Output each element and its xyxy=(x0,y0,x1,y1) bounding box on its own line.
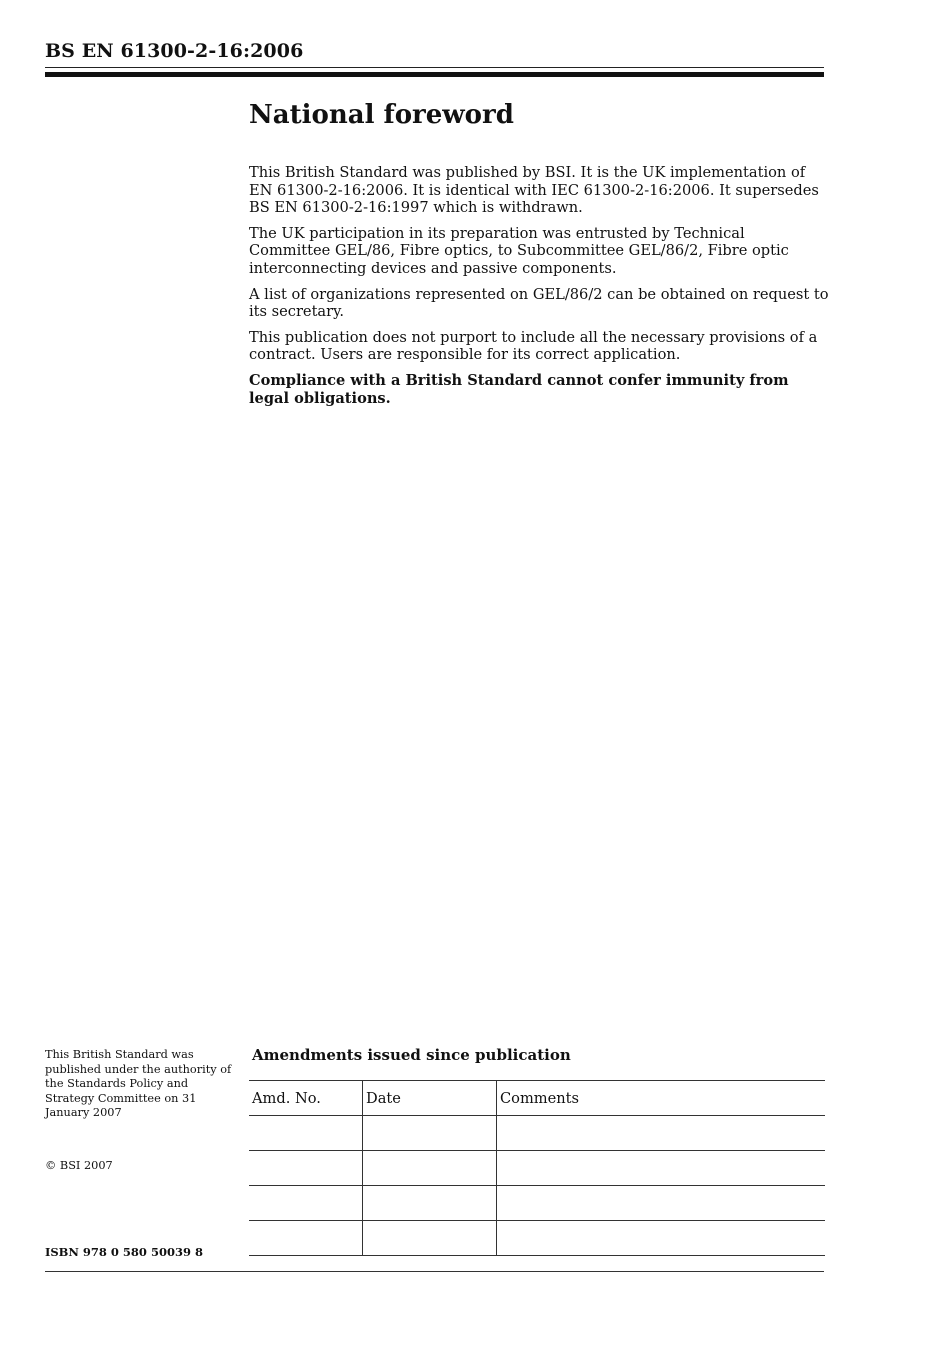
table-row xyxy=(249,1116,825,1151)
header-thin-rule xyxy=(45,67,824,68)
copyright-notice: © BSI 2007 xyxy=(45,1159,113,1172)
amendments-table xyxy=(249,1080,825,1256)
page-title: National foreword xyxy=(249,100,514,130)
table-cell xyxy=(249,1116,363,1151)
table-cell xyxy=(497,1151,826,1186)
table-cell xyxy=(249,1186,363,1221)
table-cell xyxy=(497,1186,826,1221)
table-cell xyxy=(363,1221,497,1256)
amendments-title: Amendments issued since publication xyxy=(252,1046,571,1064)
compliance-statement: Compliance with a British Standard cannot confer immunity from legal obligations. xyxy=(249,371,789,407)
column-header-date: Date xyxy=(363,1081,497,1116)
table-cell xyxy=(497,1221,826,1256)
table-row xyxy=(249,1221,825,1256)
document-id: BS EN 61300-2-16:2006 xyxy=(45,40,304,62)
table-cell xyxy=(363,1151,497,1186)
foreword-paragraph: The UK participation in its preparation was entrusted by Technical Committee GEL/86, Fibre optics, to Subcommittee GEL/86/2, Fibre optic interconnecting devices and passive components. xyxy=(249,224,789,277)
table-row xyxy=(249,1151,825,1186)
table-cell xyxy=(249,1151,363,1186)
foreword-paragraph: A list of organizations represented on GEL/86/2 can be obtained on request to its secretary. xyxy=(249,285,829,321)
table-cell xyxy=(363,1116,497,1151)
column-header-comments: Comments xyxy=(497,1081,826,1116)
isbn: ISBN 978 0 580 50039 8 xyxy=(45,1245,203,1259)
table-cell xyxy=(249,1221,363,1256)
column-header-amd-no: Amd. No. xyxy=(249,1081,363,1116)
table-cell xyxy=(363,1186,497,1221)
foreword-body xyxy=(249,164,829,415)
publication-note: This British Standard was published under the authority of the Standards Policy and Strategy Committee on 31 January 2007 xyxy=(45,1048,232,1120)
footer-rule xyxy=(45,1271,824,1272)
table-row xyxy=(249,1186,825,1221)
table-header-row xyxy=(249,1081,825,1116)
header-thick-rule xyxy=(45,72,824,77)
table-cell xyxy=(497,1116,826,1151)
foreword-paragraph: This publication does not purport to include all the necessary provisions of a contract. Users are responsible for its correct application. xyxy=(249,328,818,364)
foreword-paragraph: This British Standard was published by BSI. It is the UK implementation of EN 61300-2-16:2006. It is identical with IEC 61300-2-16:2006. It supersedes BS EN 61300-2-16:1997 which is withdrawn. xyxy=(249,164,819,217)
